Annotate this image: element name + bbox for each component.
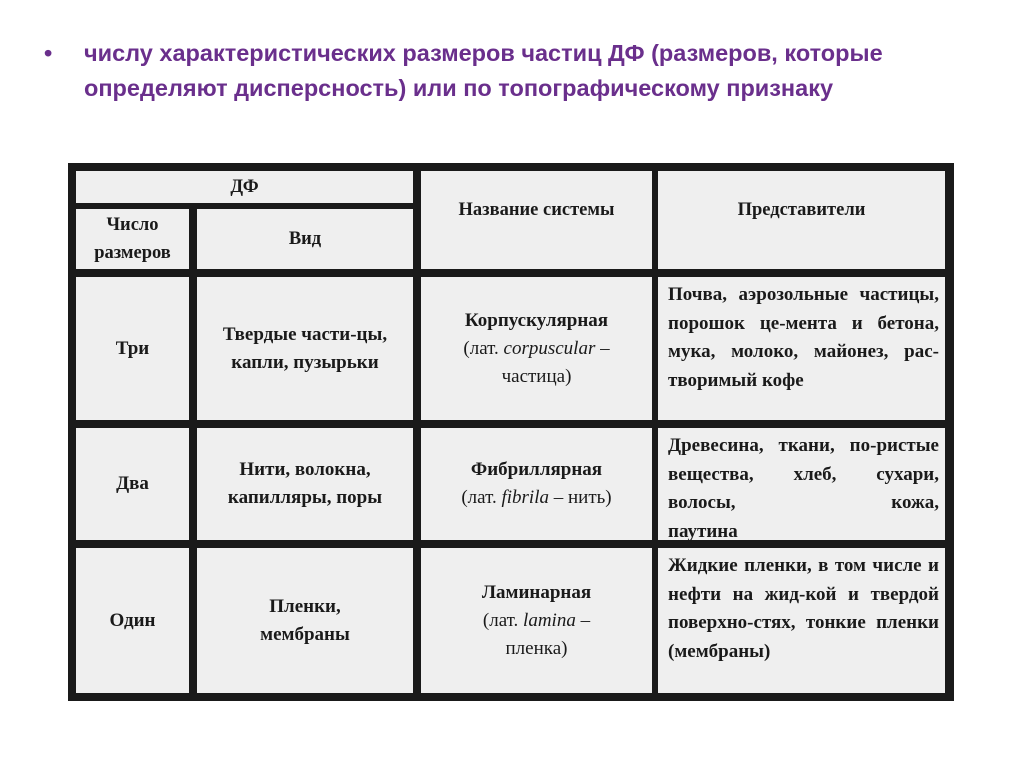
row-1-kind: Твердые части-цы, капли, пузырьки: [197, 277, 413, 420]
row-2-count: Два: [76, 428, 189, 540]
row-3-system-name: Ламинарная: [481, 581, 592, 603]
row-3-reps: [658, 548, 945, 693]
row-3-kind: Пленки, мембраны: [197, 548, 413, 693]
row-3-system-lat-prefix: (лат.: [482, 609, 519, 631]
row-1-system-lat-suffix: – частица): [501, 337, 610, 387]
row-3-count: Один: [76, 548, 189, 693]
row-1-reps-last: творимый кофе: [668, 369, 804, 391]
row-3-reps-last: (мембраны): [668, 640, 771, 662]
header-df: ДФ: [76, 171, 413, 203]
row-2-reps-main: Древесина, ткани, по-ристые вещества, хлеб, сухари, волосы, кожа,: [668, 435, 939, 513]
row-2-system-lat-suffix: – нить): [553, 487, 612, 508]
bullet-text: числу характеристических размеров частиц ДФ (размеров, которые определяют дисперсность) или по топографическому признаку: [84, 40, 883, 101]
row-1-count: Три: [76, 277, 189, 420]
row-3-system-lat-suffix: – пленка): [505, 609, 591, 659]
header-kind: Вид: [197, 209, 413, 269]
row-1-system: [421, 277, 652, 420]
row-2-system-name: Фибриллярная: [470, 459, 603, 480]
row-3-system-lat-word: lamina: [523, 609, 576, 631]
row-2-reps-last: паутина: [668, 520, 738, 542]
row-2-kind: Нити, волокна, капилляры, поры: [197, 428, 413, 540]
row-2-system: [421, 428, 652, 540]
row-1-reps: [658, 277, 945, 420]
row-3-reps-main: Жидкие пленки, в том числе и нефти на жид-кой и твердой поверхно-стях, тонкие пленки: [668, 555, 939, 633]
row-1-system-name: Корпускулярная: [464, 309, 609, 331]
row-2-reps: [658, 428, 945, 540]
header-system: Название системы: [421, 171, 652, 269]
row-3-system: [421, 548, 652, 693]
bullet-marker: •: [44, 40, 53, 66]
row-1-system-lat-prefix: (лат.: [463, 337, 499, 359]
row-2-system-lat-prefix: (лат.: [461, 487, 497, 508]
disperse-systems-table: [68, 163, 954, 701]
row-1-reps-main: Почва, аэрозольные частицы, порошок це-мента и бетона, мука, молоко, майонез, рас-: [668, 284, 939, 362]
header-count: Число размеров: [76, 209, 189, 269]
row-1-system-lat-word: corpuscular: [503, 337, 596, 359]
header-reps: Представители: [658, 171, 945, 269]
row-2-system-lat-word: fibrila: [501, 487, 549, 508]
